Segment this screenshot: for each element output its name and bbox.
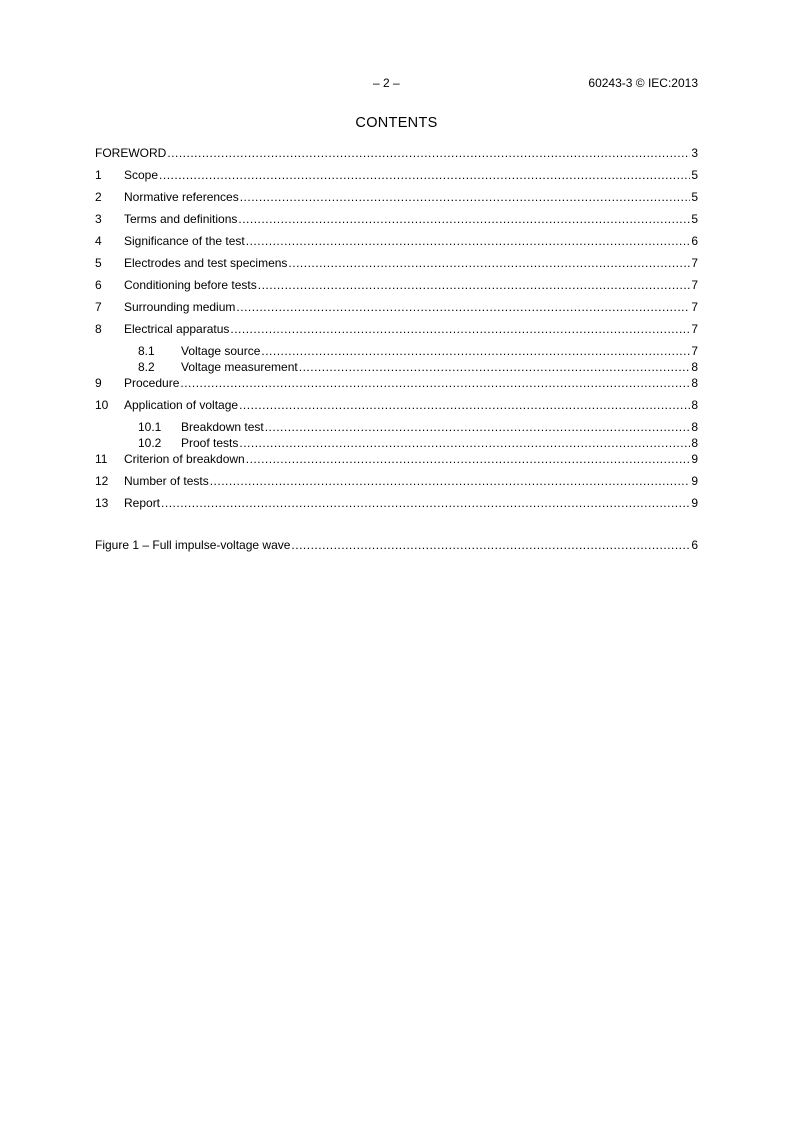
dot-leader bbox=[239, 435, 690, 451]
toc-entry-number: 10.2 bbox=[138, 436, 162, 450]
dot-leader bbox=[291, 537, 690, 553]
toc-entry-page: 8 bbox=[691, 420, 698, 434]
toc-entry-number: 10.1 bbox=[138, 420, 162, 434]
dot-leader bbox=[240, 189, 691, 205]
dot-leader bbox=[159, 167, 690, 183]
table-of-contents bbox=[95, 145, 698, 559]
toc-entry-page: 6 bbox=[691, 234, 698, 248]
toc-entry[interactable] bbox=[95, 375, 698, 397]
toc-entry-label: Terms and definitions bbox=[124, 212, 238, 226]
toc-entry[interactable] bbox=[95, 277, 698, 299]
toc-entry-number: 7 bbox=[95, 300, 102, 314]
toc-entry[interactable] bbox=[95, 359, 698, 375]
toc-entry-label: Electrodes and test specimens bbox=[124, 256, 288, 270]
toc-entry[interactable] bbox=[95, 451, 698, 473]
toc-entry[interactable] bbox=[95, 145, 698, 167]
toc-entry-number: 11 bbox=[95, 452, 108, 466]
toc-entry-number: 5 bbox=[95, 256, 102, 270]
toc-entry-label: Electrical apparatus bbox=[124, 322, 230, 336]
toc-entry[interactable] bbox=[95, 435, 698, 451]
dot-leader bbox=[288, 255, 690, 271]
page-title: CONTENTS bbox=[355, 115, 438, 131]
toc-entry[interactable] bbox=[95, 343, 698, 359]
toc-entry[interactable] bbox=[95, 397, 698, 419]
toc-entry-label: Application of voltage bbox=[124, 398, 239, 412]
dot-leader bbox=[167, 145, 690, 161]
toc-entry-page: 5 bbox=[691, 212, 698, 226]
toc-entry-label: Voltage source bbox=[181, 344, 261, 358]
toc-entry-number: 6 bbox=[95, 278, 102, 292]
toc-entry-number: 3 bbox=[95, 212, 102, 226]
page-number: – 2 – bbox=[373, 76, 400, 90]
toc-entry-page: 8 bbox=[691, 360, 698, 374]
toc-entry[interactable] bbox=[95, 233, 698, 255]
toc-entry-page: 7 bbox=[691, 278, 698, 292]
toc-entry-page: 7 bbox=[691, 322, 698, 336]
dot-leader bbox=[230, 321, 690, 337]
toc-entry-number: 9 bbox=[95, 376, 102, 390]
dot-leader bbox=[299, 359, 691, 375]
dot-leader bbox=[265, 419, 691, 435]
toc-entry-label: Scope bbox=[124, 168, 159, 182]
toc-entry-page: 9 bbox=[691, 474, 698, 488]
toc-entry-label: Conditioning before tests bbox=[124, 278, 257, 292]
toc-entry[interactable] bbox=[95, 299, 698, 321]
toc-entry-page: 8 bbox=[691, 376, 698, 390]
toc-entry-label: Breakdown test bbox=[181, 420, 264, 434]
figure-entry-page: 6 bbox=[691, 538, 698, 552]
toc-entry-number: 13 bbox=[95, 496, 109, 510]
toc-entry-label: Criterion of breakdown bbox=[124, 452, 245, 466]
toc-entry-label: Report bbox=[124, 496, 161, 510]
dot-leader bbox=[161, 495, 690, 511]
toc-entry-page: 7 bbox=[691, 344, 698, 358]
toc-entry-label: Surrounding medium bbox=[124, 300, 236, 314]
toc-entry-number: 8.1 bbox=[138, 344, 155, 358]
toc-entry[interactable] bbox=[95, 189, 698, 211]
dot-leader bbox=[180, 375, 690, 391]
toc-entry[interactable] bbox=[95, 419, 698, 435]
dot-leader bbox=[246, 451, 691, 467]
document-reference: 60243-3 © IEC:2013 bbox=[588, 76, 698, 90]
dot-leader bbox=[236, 299, 690, 315]
toc-entry[interactable] bbox=[95, 321, 698, 343]
toc-entry-label: Number of tests bbox=[124, 474, 209, 488]
toc-entry-page: 7 bbox=[691, 256, 698, 270]
toc-entry[interactable] bbox=[95, 167, 698, 189]
dot-leader bbox=[258, 277, 691, 293]
toc-entry-page: 7 bbox=[691, 300, 698, 314]
toc-entry[interactable] bbox=[95, 495, 698, 517]
toc-entry-number: 1 bbox=[95, 168, 102, 182]
figure-entry-label: Figure 1 – Full impulse-voltage wave bbox=[95, 538, 291, 552]
toc-entry-label: Voltage measurement bbox=[181, 360, 298, 374]
toc-entry-number: 10 bbox=[95, 398, 109, 412]
toc-entry-number: 4 bbox=[95, 234, 102, 248]
toc-entry-label: Significance of the test bbox=[124, 234, 245, 248]
toc-entry-page: 8 bbox=[691, 398, 698, 412]
toc-entry-number: 12 bbox=[95, 474, 109, 488]
figure-entry[interactable] bbox=[95, 537, 698, 559]
toc-entry-number: 2 bbox=[95, 190, 102, 204]
toc-entry-number: 8.2 bbox=[138, 360, 155, 374]
toc-entry[interactable] bbox=[95, 211, 698, 233]
toc-entry-label: FOREWORD bbox=[95, 146, 167, 160]
toc-entry-page: 5 bbox=[691, 168, 698, 182]
dot-leader bbox=[239, 397, 690, 413]
toc-entry[interactable] bbox=[95, 255, 698, 277]
toc-entry-label: Procedure bbox=[124, 376, 180, 390]
toc-entry-label: Proof tests bbox=[181, 436, 239, 450]
toc-entry-page: 8 bbox=[691, 436, 698, 450]
toc-entry-label: Normative references bbox=[124, 190, 239, 204]
dot-leader bbox=[261, 343, 690, 359]
toc-entry-page: 9 bbox=[691, 452, 698, 466]
toc-entry[interactable] bbox=[95, 473, 698, 495]
dot-leader bbox=[246, 233, 691, 249]
toc-entry-page: 3 bbox=[691, 146, 698, 160]
dot-leader bbox=[238, 211, 690, 227]
dot-leader bbox=[210, 473, 691, 489]
toc-entry-page: 9 bbox=[691, 496, 698, 510]
toc-entry-page: 5 bbox=[691, 190, 698, 204]
toc-entry-number: 8 bbox=[95, 322, 102, 336]
